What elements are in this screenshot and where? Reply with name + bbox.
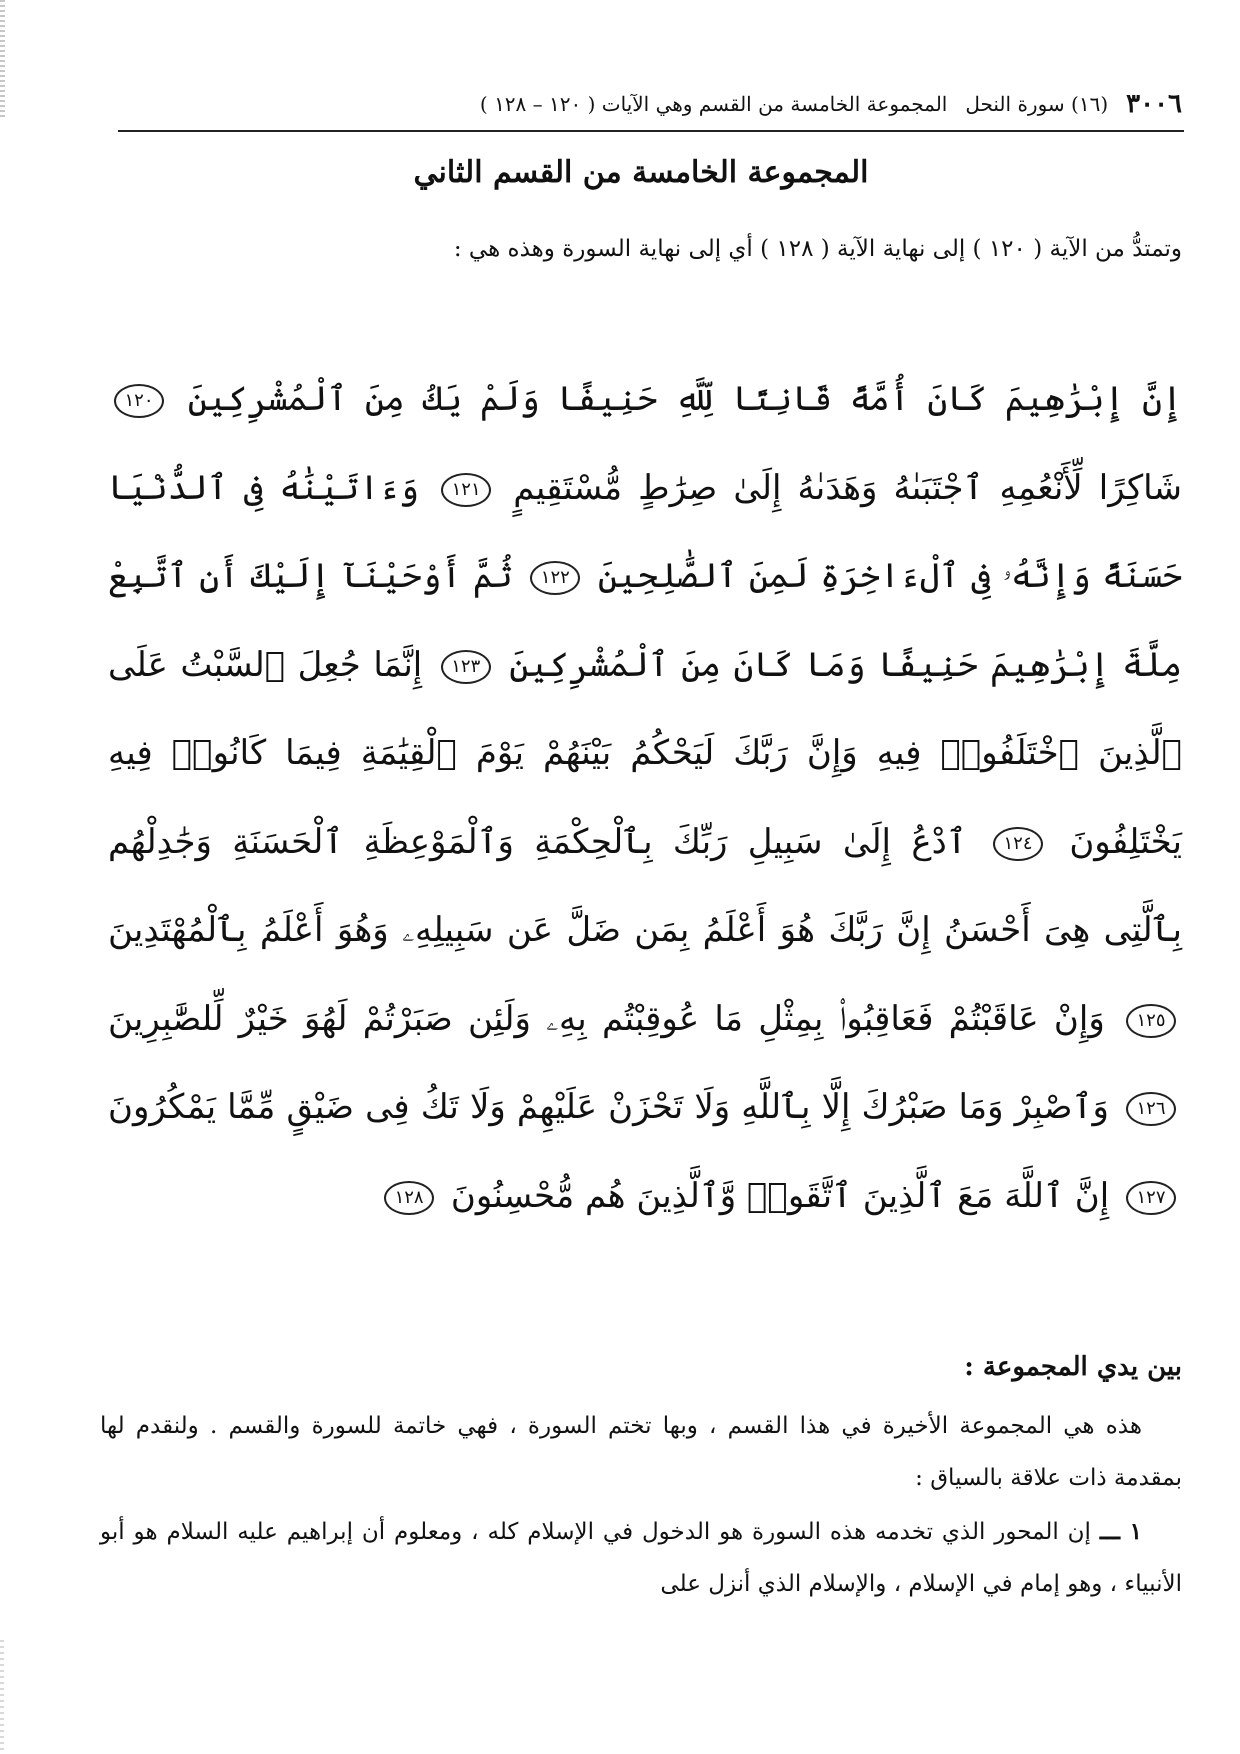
intro-text: وتمتدُّ من الآية ( ١٢٠ ) إلى نهاية الآية ( ١٢٨ ) أي إلى نهاية السورة وهذه هي :: [453, 236, 1182, 262]
verse-text: إِنَّمَا جُعِلَ ٱلسَّبْتُ عَلَى ٱلَّذِينَ ٱخْتَلَفُوا۟ فِيهِ وَإِنَّ رَبَّكَ لَيَحْكُمُ بَيْنَهُمْ يَوْمَ ٱلْقِيَٰمَةِ فِيمَا كَانُوا۟ فِيهِ يَخْتَلِفُونَ: [108, 644, 1182, 862]
verse-number-marker: ١٢٣: [441, 650, 491, 684]
paragraph-text: هذه هي المجموعة الأخيرة في هذا القسم ، وبها تختم السورة ، فهي خاتمة للسورة والقسم . ولنقدم لها بمقدمة ذات علاقة بالسياق :: [100, 1413, 1182, 1491]
verse-text: وَإِنْ عَاقَبْتُمْ فَعَاقِبُوا۟ بِمِثْلِ مَا عُوقِبْتُم بِهِۦ وَلَئِن صَبَرْتُمْ لَهُوَ خَيْرٌ لِّلصَّٰبِرِينَ: [108, 998, 1105, 1039]
scan-edge-artifact: [0, 0, 5, 120]
verse-number-marker: ١٢٤: [993, 827, 1043, 861]
page-number: ٣٠٠٦: [1126, 89, 1182, 119]
surah-name: (١٦) سورة النحل: [965, 92, 1109, 116]
verse-number-marker: ١٢٥: [1126, 1004, 1176, 1038]
running-header: [120, 84, 1182, 124]
verse-text: شَاكِرًا لِّأَنْعُمِهِ ٱجْتَبَىٰهُ وَهَدَىٰهُ إِلَىٰ صِرَٰطٍ مُّسْتَقِيمٍ: [513, 467, 1182, 508]
verse-number-marker: ١٢٢: [530, 561, 580, 595]
body-paragraph: [100, 1400, 1182, 1504]
verse-number-marker: ١٢٦: [1126, 1092, 1176, 1126]
verse-number-marker: ١٢٨: [384, 1181, 434, 1215]
verse-text: وَءَاتَيْنَٰهُ فِى ٱلدُّنْيَا حَسَنَةً وَإِنَّهُۥ فِى ٱلْءَاخِرَةِ لَمِنَ ٱلصَّٰلِحِينَ: [108, 467, 1183, 596]
section-title: المجموعة الخامسة من القسم الثاني: [413, 155, 869, 190]
header-divider: [118, 130, 1184, 132]
verse-number-marker: ١٢٠: [114, 384, 164, 418]
verse-number-marker: ١٢١: [441, 473, 491, 507]
verse-text: إِنَّ إِبْرَٰهِيمَ كَانَ أُمَّةً قَانِتًا لِّلَّهِ حَنِيفًا وَلَمْ يَكُ مِنَ ٱلْمُشْرِكِينَ: [187, 379, 1182, 419]
verse-text: وَٱصْبِرْ وَمَا صَبْرُكَ إِلَّا بِٱللَّهِ وَلَا تَحْزَنْ عَلَيْهِمْ وَلَا تَكُ فِى ضَيْقٍ مِّمَّا يَمْكُرُونَ: [108, 1087, 1109, 1127]
verse-text: ٱدْعُ إِلَىٰ سَبِيلِ رَبِّكَ بِٱلْحِكْمَةِ وَٱلْمَوْعِظَةِ ٱلْحَسَنَةِ وَجَٰدِلْهُم بِٱلَّتِى هِىَ أَحْسَنُ إِنَّ رَبَّكَ هُوَ أَعْلَمُ بِمَن ضَلَّ عَن سَبِيلِهِۦ وَهُوَ أَعْلَمُ بِٱلْمُهْتَدِينَ: [108, 821, 1182, 950]
group-range: المجموعة الخامسة من القسم وهي الآيات ( ١٢٠ – ١٢٨ ): [479, 92, 948, 116]
verse-number-marker: ١٢٧: [1126, 1181, 1176, 1215]
verse-text: ثُمَّ أَوْحَيْنَآ إِلَيْكَ أَنِ ٱتَّبِعْ مِلَّةَ إِبْرَٰهِيمَ حَنِيفًا وَمَا كَانَ مِنَ ٱلْمُشْرِكِينَ: [108, 556, 1182, 685]
quran-verses: [108, 355, 1182, 1240]
scan-edge-artifact: [0, 1640, 4, 1754]
verse-text: إِنَّ ٱللَّهَ مَعَ ٱلَّذِينَ ٱتَّقَوا۟ وَّٱلَّذِينَ هُم مُّحْسِنُونَ: [450, 1175, 1110, 1216]
list-number: ١ ـــ: [1099, 1518, 1142, 1545]
subheading: بين يدي المجموعة :: [964, 1352, 1182, 1382]
paragraph-text: إن المحور الذي تخدمه هذه السورة هو الدخول في الإسلام كله ، ومعلوم أن إبراهيم عليه السلام هو أبو الأنبياء ، وهو إمام في الإسلام ، والإسلام الذي أنزل على: [100, 1519, 1182, 1597]
body-paragraph: [100, 1506, 1182, 1610]
